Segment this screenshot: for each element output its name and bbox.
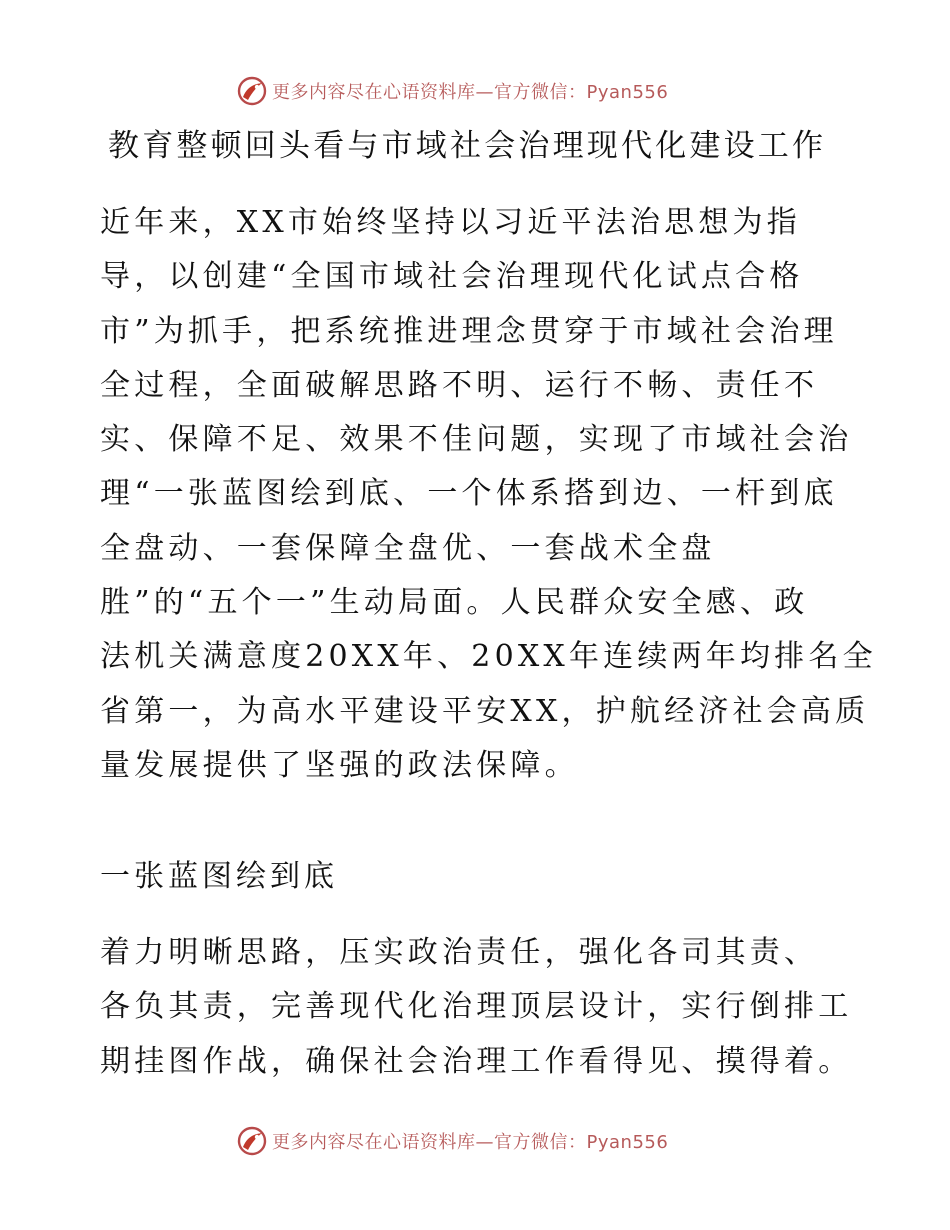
paragraph-section-1 (100, 926, 860, 1089)
text-line: 市”为抓手，把系统推进理念贯穿于市域社会治理 (100, 313, 838, 349)
watermark-text: 更多内容尽在心语资料库—官方微信：Pyan556 (272, 82, 669, 103)
text-line: 着力明晰思路，压实政治责任，强化各司其责、 (100, 935, 819, 970)
brand-logo-icon (236, 75, 268, 107)
text-line: 全过程，全面破解思路不明、运行不畅、责任不 (100, 367, 819, 403)
text-line: 理“一张蓝图绘到底、一个体系搭到边、一杆到底 (100, 476, 838, 512)
watermark-text: 更多内容尽在心语资料库—官方微信：Pyan556 (272, 1132, 669, 1153)
section-heading (100, 850, 860, 904)
text-line: 省第一，为高水平建设平安XX，护航经济社会高质 (100, 693, 870, 729)
text-line: 全盘动、一套保障全盘优、一套战术全盘 (100, 530, 716, 566)
header-watermark (236, 74, 668, 108)
document-title: 教育整顿回头看与市域社会治理现代化建设工作 (108, 128, 827, 164)
text-line: 量发展提供了坚强的政法保障。 (100, 747, 579, 783)
brand-logo-icon (236, 1125, 268, 1157)
text-line: 实、保障不足、效果不佳问题，实现了市域社会治 (100, 422, 853, 458)
text-line: 导，以创建“全国市域社会治理现代化试点合格 (100, 259, 804, 295)
heading-text: 一张蓝图绘到底 (100, 859, 338, 894)
text-line: 期挂图作战，确保社会治理工作看得见、摸得着。 (100, 1043, 853, 1079)
footer-watermark (236, 1124, 668, 1158)
paragraph-intro (100, 196, 877, 793)
text-line: 各负其责，完善现代化治理顶层设计，实行倒排工 (100, 989, 853, 1025)
text-line: 法机关满意度20XX年、20XX年连续两年均排名全 (100, 639, 877, 675)
text-line: 近年来，XX市始终坚持以习近平法治思想为指 (100, 205, 801, 240)
text-line: 胜”的“五个一”生动局面。人民群众安全感、政 (100, 585, 809, 621)
